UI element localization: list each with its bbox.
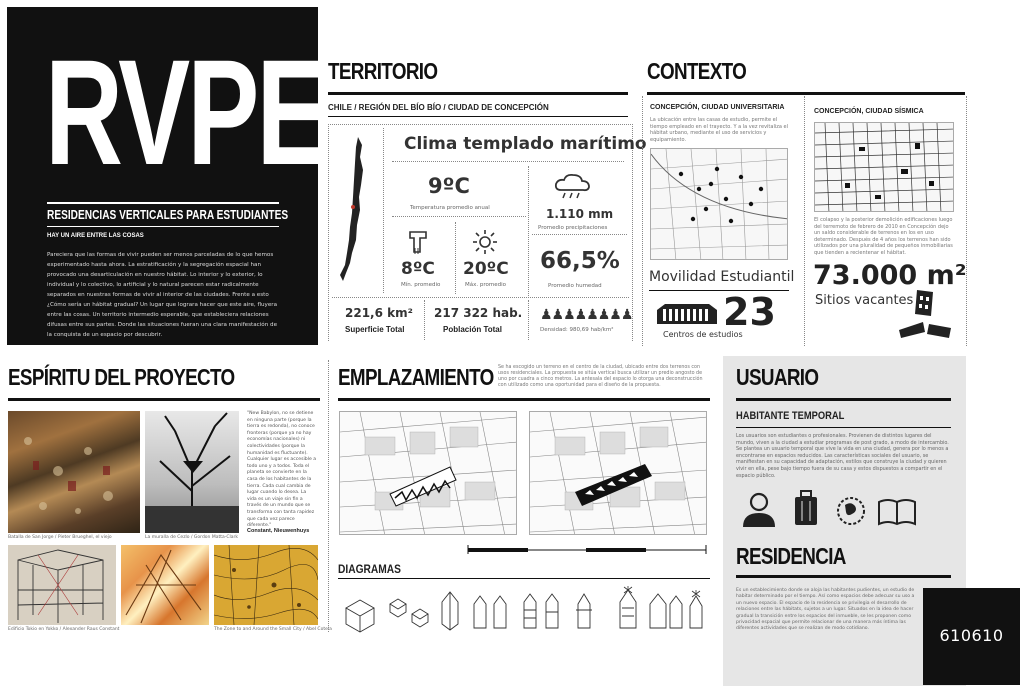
emplazamiento-heading: EMPLAZAMIENTO — [338, 364, 494, 390]
espiritu-quote-author: Constant, Nieuwenhuys — [247, 528, 310, 534]
contexto-heading: CONTEXTO — [647, 58, 747, 84]
stats-divider — [332, 297, 629, 298]
territorio-thin-rule — [328, 116, 628, 117]
temp-value: 9ºC — [428, 174, 470, 198]
density-caption: Densidad: 980,69 hab/km² — [540, 327, 614, 333]
usuario-text: Los usuarios son estudiantes o profesionales. Provienen de distintos lugares del mundo, viven a la ciudad a estudiar programas de post grado, a modo de intercambio. Se plantea un usuario temporal que vive la vida en una ciudad, genera por lo menos a encontrarse en espacios reducidos. Las características sociales del usuario, se manifiestan en su capacidad de adaptación, estilos que construye la ciudad y quieren vivir en ella, pese bajo tiempo fuera de su casa y estos dispuestos a compartir en el espacio público. — [736, 433, 949, 479]
diagram-sequence — [338, 584, 710, 634]
usuario-heading: USUARIO — [736, 364, 819, 390]
residencia-rule — [736, 575, 951, 578]
mobility-label: Movilidad Estudiantil — [649, 269, 795, 285]
temp-divider — [392, 216, 526, 217]
espiritu-quote: "New Babylon, no se detiene en ninguna parte (porque la tierra es redonda), no conoce fronteras (porque ya no hay economías nacionales) ni colectividades (porque la humanidad es fluctuante). Cualquier lugar es accesible a todo uno y a todos. Toda el planeta se convierte en la casa de los habitantes de la tierra. Cada cual cambia de lugar cuando lo desea. La vida es un viaje sin fin a través de un mundo que se transforma con tanta rapidez que cada vez parece diferente." — [247, 411, 317, 529]
espiritu-rule — [8, 398, 320, 401]
caption-matta-clark: La muralla de Cezlo / Gordon Matta-Clark — [145, 535, 238, 540]
espiritu-heading: ESPÍRITU DEL PROYECTO — [8, 364, 235, 390]
painting-map — [214, 545, 318, 625]
contexto-dotted-left — [642, 96, 643, 346]
cloud-rain-icon — [553, 172, 593, 202]
contexto-right-text: El colapso y la posterior demolición edificaciones luego del terremoto de febrero de 2010 en Concepción dejo un saldo considerable de terrenos en los en uso determinado. Después de 4 años los terrenos han sido utilizados por una pluralidad de pequeños inmobiliarias que tienden a recientenar el hábitat. — [814, 217, 953, 256]
pop-caption: Población Total — [443, 325, 502, 334]
rain-caption: Promedio precipitaciones — [538, 225, 608, 231]
humidity-caption: Promedio humedad — [548, 283, 602, 289]
emplazamiento-dotted-left — [328, 360, 329, 632]
site-map-left — [339, 411, 517, 535]
suitcase-icon — [793, 490, 819, 528]
hero-panel — [7, 7, 326, 345]
territorio-rule — [328, 92, 628, 95]
emplazamiento-rule — [338, 398, 710, 401]
contexto-left-title: CONCEPCIÓN, CIUDAD UNIVERSITARIA — [650, 104, 785, 111]
id-badge — [923, 588, 1020, 685]
hero-title: RVPE — [45, 28, 326, 196]
contexto-right-title: CONCEPCIÓN, CIUDAD SÍSMICA — [814, 108, 924, 115]
territorio-dotted-top — [328, 124, 633, 125]
pop-density-divider — [528, 300, 529, 340]
territorio-heading: TERRITORIO — [328, 58, 438, 84]
hero-rule — [47, 202, 279, 204]
temp-caption: Temperatura promedio anual — [410, 205, 490, 211]
hero-subtitle: RESIDENCIAS VERTICALES PARA ESTUDIANTES — [47, 207, 289, 222]
centers-caption: Centros de estudios — [663, 330, 743, 339]
area-value: 221,6 km² — [345, 306, 413, 320]
temp-rain-divider — [528, 166, 529, 296]
min-value: 8ºC — [401, 259, 435, 279]
usuario-sub: HABITANTE TEMPORAL — [736, 410, 845, 422]
id-badge-text: 610610 — [939, 626, 1004, 645]
centers-value: 23 — [723, 290, 776, 334]
min-max-divider — [455, 222, 456, 294]
area-caption: Superficie Total — [345, 325, 405, 334]
hero-rule-2 — [47, 226, 279, 227]
building-icon — [655, 298, 719, 326]
climate-divider — [392, 161, 624, 162]
globe-icon — [835, 495, 867, 527]
max-value: 20ºC — [463, 259, 509, 279]
photo-matta-clark — [145, 411, 239, 533]
emplazamiento-intro: Se ha escogido un terreno en el centro de la ciudad, ubicado entre dos terrenos con usos residenciales. La propuesta se sitúa vertical busca utilizar un predio angosto de uno por cuadra a cinco metros. La antesala del espacio lo otorga una deconstrucción con utilizado como una oportunidad para el diseño de la propuesta. — [498, 365, 703, 388]
painting-colorful — [121, 545, 209, 625]
model-tokio — [8, 545, 116, 625]
diagrams-rule — [338, 578, 710, 579]
rain-divider — [532, 234, 627, 235]
contexto-right-map — [814, 122, 954, 212]
territorio-location: CHILE / REGIÓN DEL BÍO BÍO / CIUDAD DE CONCEPCIÓN — [328, 103, 549, 112]
territorio-dotted-outer-left — [328, 124, 329, 341]
contexto-dotted-right — [966, 96, 967, 346]
person-icon — [740, 490, 778, 528]
hero-tagline: HAY UN AIRE ENTRE LAS COSAS — [47, 233, 144, 239]
rain-value: 1.110 mm — [546, 207, 614, 221]
max-caption: Máx. promedio — [465, 282, 506, 288]
residencia-text: Es un establecimiento donde se aloja las habitantes pudientes, un estudio de habitar determinado por el tiempo. Así como espacios debe adecuar su uso a un nuevo espacio. El espacio de la residencia se privilegia el desarrollo de relaciones entre las hábitats, sujetos a un lugar. Situados en la idea de hacer gradual la transición entre los espacios del inmueble, se les proponen como privacidad espacial que permite relacionar de una manera más íntima las diferentes actividades que se realizan de modo cotidiano. — [736, 588, 915, 632]
pop-value: 217 322 hab. — [434, 306, 523, 320]
people-icon: ♟♟♟♟♟♟♟♟ — [540, 307, 633, 323]
caption-map: The Zone to and Around the Small City / Abel Cotela — [214, 627, 332, 632]
contexto-dotted-mid — [804, 96, 805, 346]
vacant-value: 73.000 m² — [813, 260, 967, 291]
scarf-icon — [406, 228, 430, 256]
caption-brueghel: Batalla de San Jorge / Pieter Brueghel, el viejo — [8, 535, 112, 540]
area-pop-divider — [424, 300, 425, 340]
min-caption: Mín. promedio — [401, 282, 441, 288]
contexto-left-map — [650, 148, 788, 260]
humidity-value: 66,5% — [540, 248, 620, 274]
residencia-heading: RESIDENCIA — [736, 543, 846, 569]
hero-body: Pareciera que las formas de vivir pueden ser menos parceladas de lo que hemos experimentado hasta ahora. La estratificación y la segregación espacial han provocado una desarticulación en nuestro hábitat. Lo interior y lo exterior, lo individual y lo colectivo, lo artificial y lo natural parecen estar radicalmente separados en nuestras formas de vivir al interior de las ciudades. Frente a esto ¿Cómo sería un hábitat gradual? Un lugar que lograra hacer que este aire, fluyera entre las cosas. Un territorio intermedio esperable, que estableciera relaciones difusas entre sus partes. Donde las situaciones fueran una clara manifestación de la conquista de un espacio por descubrir. — [47, 252, 278, 338]
usuario-sub-rule — [736, 427, 951, 428]
diagrams-label: DIAGRAMAS — [338, 562, 401, 576]
vacant-caption: Sitios vacantes — [815, 293, 914, 308]
contexto-rule — [647, 92, 965, 95]
scale-bar — [466, 542, 708, 556]
people-icon-row — [540, 307, 632, 323]
painting-brueghel — [8, 411, 140, 533]
caption-tokio: Edificio Tokio en Yokko / Alexander Raus Constant — [8, 627, 120, 632]
book-icon — [877, 497, 917, 527]
climate-label: Clima templado marítimo — [404, 134, 647, 154]
territorio-dotted-left — [383, 128, 384, 293]
site-map-right — [529, 411, 707, 535]
usuario-rule — [736, 398, 951, 401]
collapsed-building-icon — [897, 288, 953, 340]
contexto-left-text: La ubicación entre las casas de estudio, permite el tiempo empleado en el trayecto. Y a la vez revitaliza el hábitat urbano, mediante el uso de servicios y equipamiento. — [650, 117, 788, 143]
chile-map — [336, 135, 374, 285]
sun-icon — [471, 228, 499, 256]
